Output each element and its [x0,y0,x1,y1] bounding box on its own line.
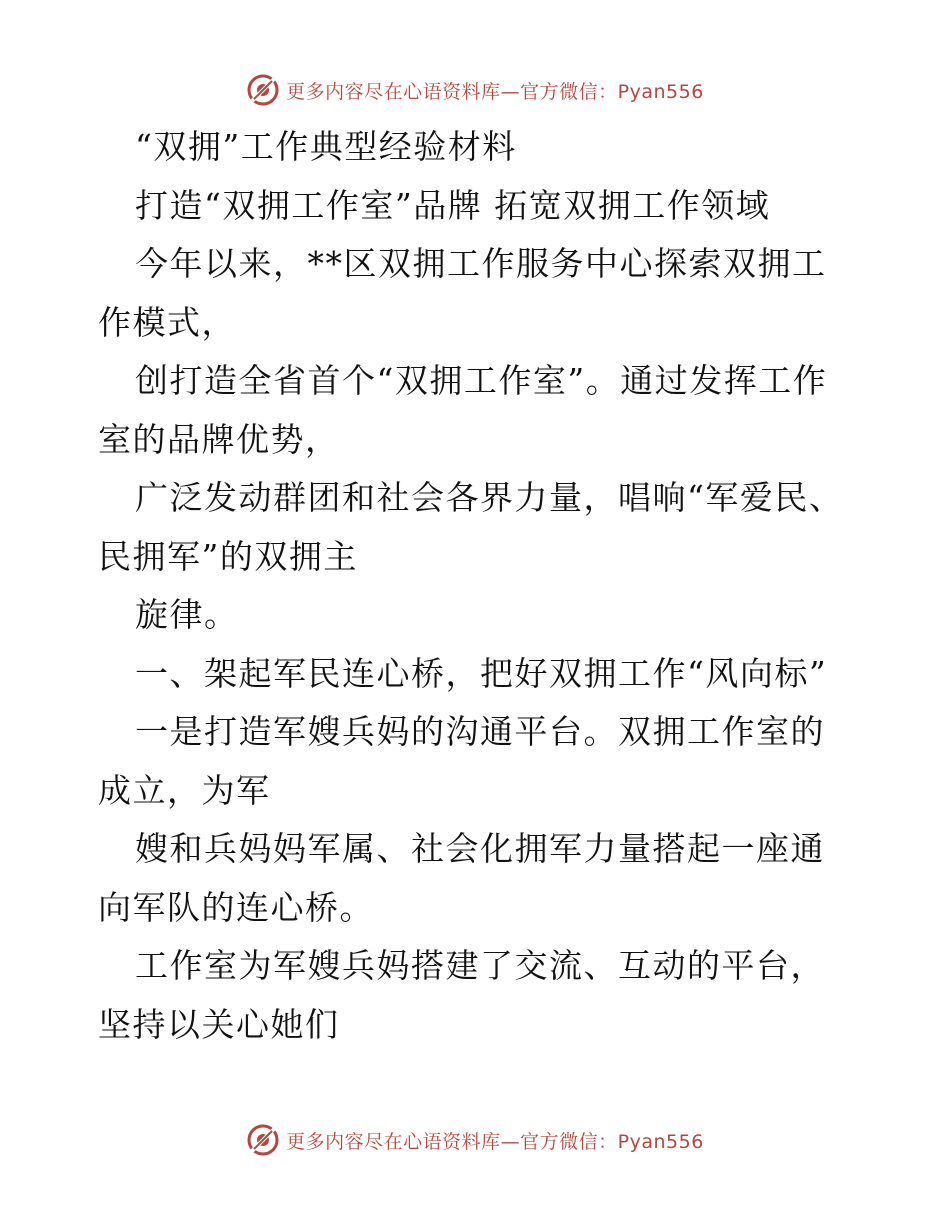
footer-watermark-text: 更多内容尽在心语资料库—官方微信：Pyan556 [286,1130,704,1153]
paragraph: 嫂和兵妈妈军属、社会化拥军力量搭起一座通向军队的连心桥。 [98,829,825,927]
paragraph: 一是打造军嫂兵妈的沟通平台。双拥工作室的成立，为军 [98,712,825,810]
header-watermark-banner [0,70,950,110]
header-watermark-text: 更多内容尽在心语资料库—官方微信：Pyan556 [286,80,704,103]
footer-watermark-banner [0,1120,950,1160]
document-title: “双拥”工作典型经验材料 [135,127,517,166]
seal-logo-icon [246,1123,280,1157]
section-heading: 一、架起军民连心桥，把好双拥工作“风向标” [135,653,828,693]
paragraph: 工作室为军嫂兵妈搭建了交流、互动的平台，坚持以关心她们 [98,946,825,1044]
document-subtitle: 打造“双拥工作室”品牌 拓宽双拥工作领域 [135,185,771,225]
paragraph: 创打造全省首个“双拥工作室”。通过发挥工作室的品牌优势， [98,361,828,459]
document-body [98,118,858,1054]
paragraph: 今年以来，**区双拥工作服务中心探索双拥工作模式， [98,244,827,342]
paragraph: 旋律。 [135,595,239,634]
seal-logo-icon [246,73,280,107]
paragraph: 广泛发动群团和社会各界力量，唱响“军爱民、民拥军”的双拥主 [98,478,844,576]
